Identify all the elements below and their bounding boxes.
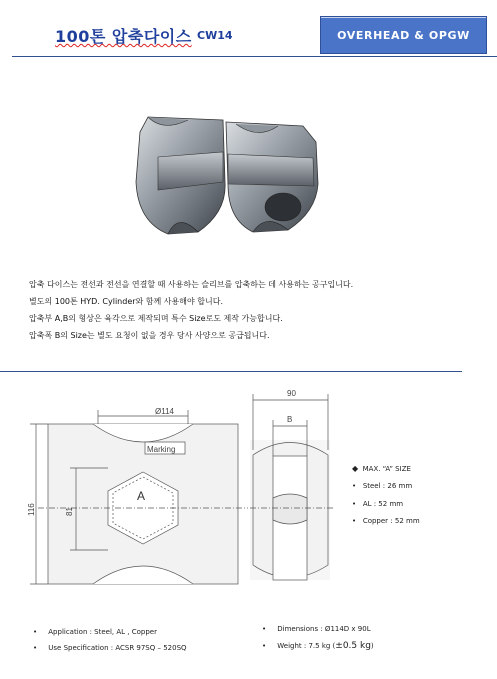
product-code: CW14 bbox=[197, 29, 233, 42]
height-dimension: 116 bbox=[27, 503, 36, 516]
header-divider bbox=[12, 56, 497, 57]
diamond-icon: ◆ bbox=[352, 464, 359, 473]
description-line-4: 압축폭 B의 Size는 별도 요청이 없을 경우 당사 사양으로 공급됩니다. bbox=[29, 331, 270, 340]
section-divider bbox=[0, 371, 462, 372]
max-size-item: • Copper : 52 mm bbox=[352, 517, 420, 525]
page-title: 100톤 압축다이스 bbox=[55, 27, 192, 46]
max-size-item: • AL : 52 mm bbox=[352, 500, 404, 508]
dimension-a-label: A bbox=[137, 489, 146, 503]
use-specification: • Use Specification : ACSR 97SQ – 520SQ bbox=[33, 644, 187, 652]
description-line-1: 압축 다이스는 전선과 전선을 연결할 때 사용하는 슬리브를 압축하는 데 사용하는 공구입니다. bbox=[29, 280, 354, 289]
max-size-item: • Steel : 26 mm bbox=[352, 482, 413, 490]
max-size-title: ◆ MAX. “A” SIZE bbox=[352, 464, 411, 473]
width-dimension: Ø114 bbox=[155, 407, 174, 416]
dimensions-spec: • Dimensions : Ø114D x 90L bbox=[262, 625, 371, 633]
dimension-b-label: B bbox=[287, 415, 293, 424]
description-line-2: 별도의 100톤 HYD. Cylinder와 함께 사용해야 합니다. bbox=[29, 297, 223, 306]
length-dimension: 90 bbox=[287, 389, 296, 398]
category-badge: OVERHEAD & OPGW bbox=[320, 16, 487, 54]
marking-label: Marking bbox=[147, 445, 176, 454]
application-spec: • Application : Steel, AL , Copper bbox=[33, 628, 157, 636]
technical-drawing bbox=[28, 380, 348, 600]
product-photo bbox=[128, 112, 328, 247]
description-line-3: 압축부 A,B의 형상은 육각으로 제작되며 특수 Size로도 제작 가능합니다. bbox=[29, 314, 283, 323]
inner-dimension: 81 bbox=[65, 507, 74, 516]
weight-spec: • Weight : 7.5 kg (±0.5 kg) bbox=[262, 641, 374, 651]
